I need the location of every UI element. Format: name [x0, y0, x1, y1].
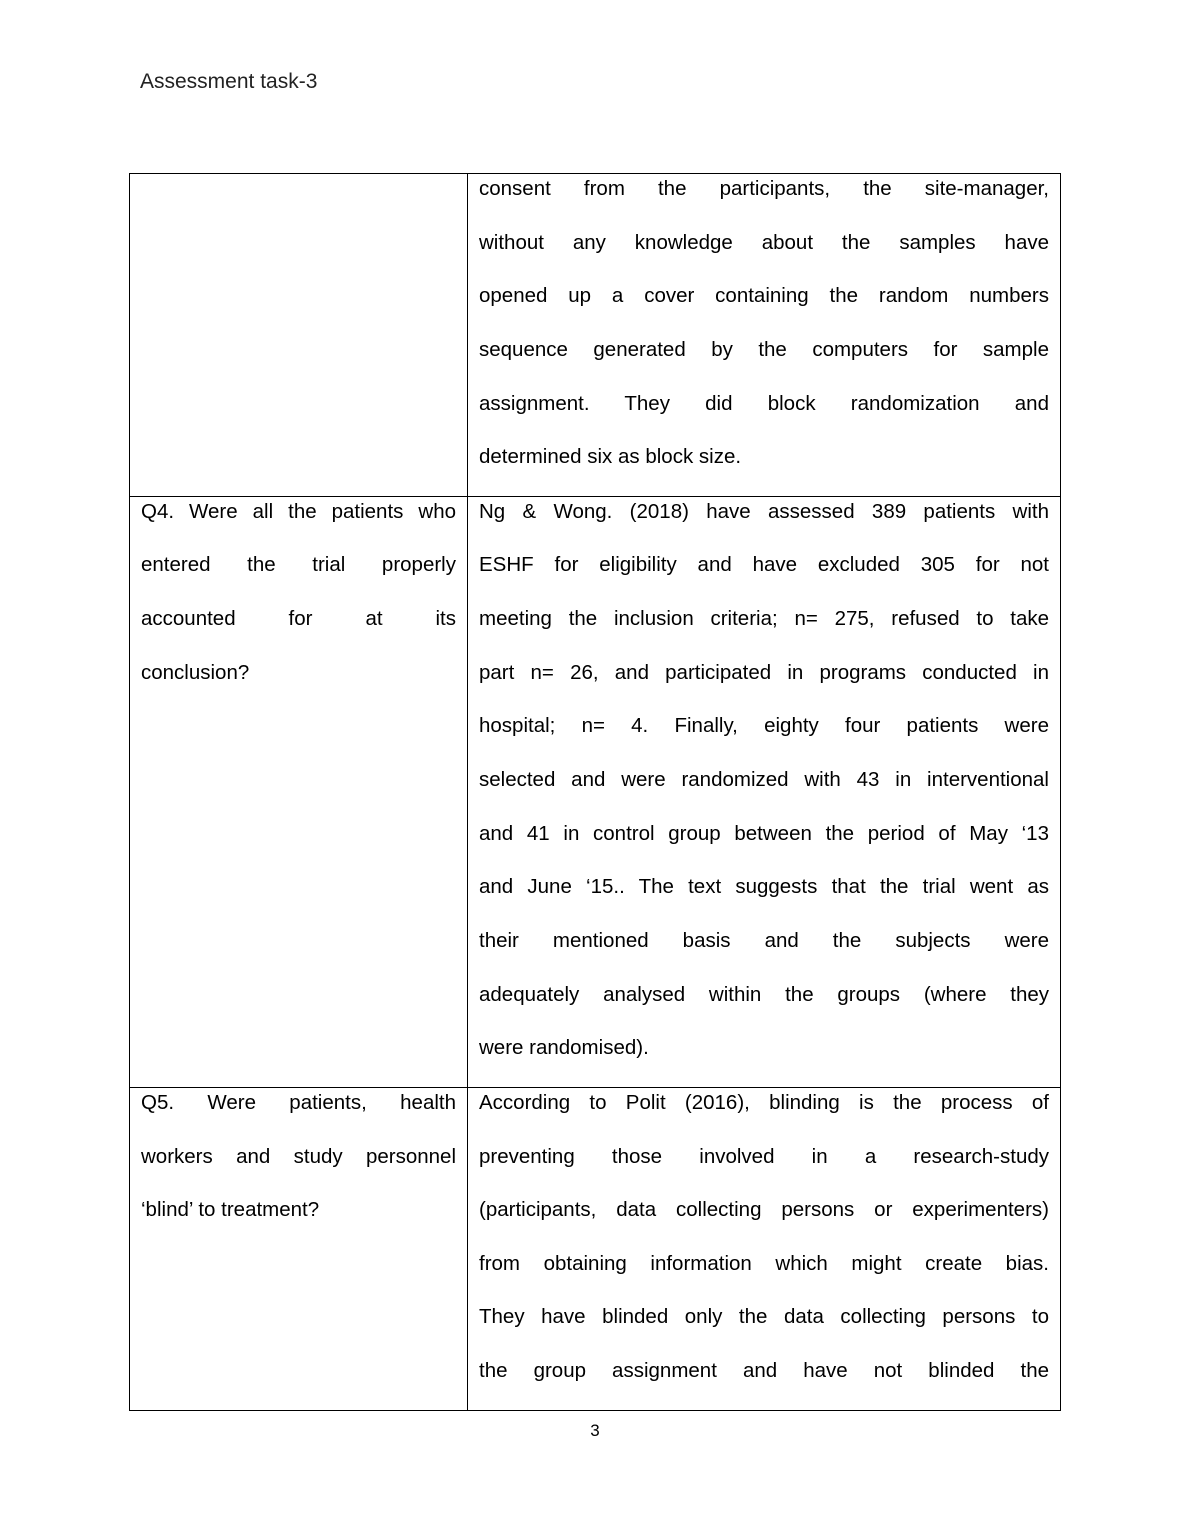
- answer-text-line: and June ‘15.. The text suggests that the trial went as: [479, 875, 1049, 899]
- question-text-line: workers and study personnel: [141, 1144, 456, 1168]
- answer-text-line: from obtaining information which might create bias.: [479, 1251, 1049, 1275]
- question-text-line: Q5. Were patients, health: [141, 1090, 456, 1114]
- answer-text-line: meeting the inclusion criteria; n= 275, refused to take: [479, 607, 1049, 631]
- question-cell: [130, 174, 468, 497]
- answer-text-line: consent from the participants, the site-manager,: [479, 177, 1049, 200]
- page-number: 3: [590, 1421, 600, 1440]
- table-row: [130, 496, 1061, 1087]
- answer-text-line: sequence generated by the computers for sample: [479, 337, 1049, 361]
- answer-cell: [468, 496, 1061, 1087]
- answer-text-line: and 41 in control group between the period of May ‘13: [479, 821, 1049, 845]
- answer-text-line: determined six as block size.: [479, 445, 742, 469]
- answer-text-line: part n= 26, and participated in programs conducted in: [479, 660, 1049, 684]
- answer-cell: [468, 1087, 1061, 1410]
- answer-text-line: were randomised).: [479, 1036, 649, 1060]
- answer-text-line: adequately analysed within the groups (where they: [479, 982, 1049, 1006]
- table-row: [130, 174, 1061, 497]
- answer-text-line: without any knowledge about the samples have: [479, 230, 1049, 254]
- answer-text-line: opened up a cover containing the random numbers: [479, 284, 1049, 308]
- answer-text-line: ESHF for eligibility and have excluded 305 for not: [479, 553, 1049, 577]
- table-row: [130, 1087, 1061, 1410]
- question-text-line: accounted for at its: [141, 607, 456, 631]
- answer-text-line: the group assignment and have not blinded the: [479, 1359, 1049, 1383]
- question-text-line: entered the trial properly: [141, 553, 456, 577]
- question-text-line: ‘blind’ to treatment?: [141, 1198, 320, 1222]
- appraisal-table: [129, 173, 1061, 1411]
- answer-text-line: hospital; n= 4. Finally, eighty four patients were: [479, 714, 1049, 738]
- answer-text-line: their mentioned basis and the subjects were: [479, 928, 1049, 952]
- question-cell: [130, 1087, 468, 1410]
- answer-text-line: selected and were randomized with 43 in interventional: [479, 768, 1049, 792]
- question-cell: [130, 496, 468, 1087]
- answer-cell: [468, 174, 1061, 497]
- question-text-line: Q4. Were all the patients who: [141, 499, 456, 523]
- answer-text-line: According to Polit (2016), blinding is the process of: [479, 1090, 1049, 1114]
- answer-text-line: (participants, data collecting persons or experimenters): [479, 1198, 1049, 1222]
- answer-text-line: assignment. They did block randomization and: [479, 391, 1049, 415]
- question-text-line: conclusion?: [141, 660, 250, 684]
- answer-text-line: They have blinded only the data collecting persons to: [479, 1305, 1049, 1329]
- page-header: Assessment task-3: [140, 70, 318, 93]
- answer-text-line: preventing those involved in a research-study: [479, 1144, 1049, 1168]
- answer-text-line: Ng & Wong. (2018) have assessed 389 patients with: [479, 499, 1049, 523]
